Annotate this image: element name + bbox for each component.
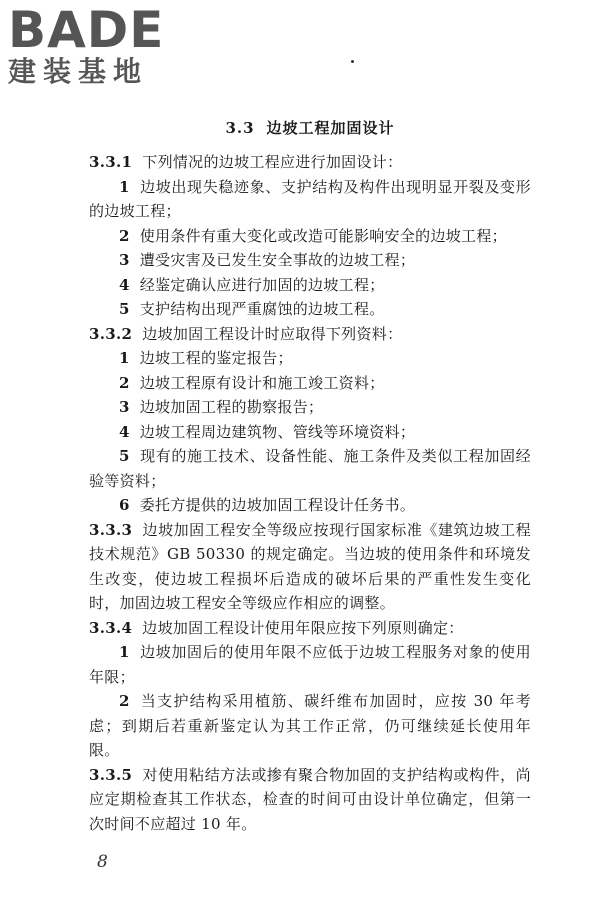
clause-item	[89, 346, 531, 371]
item-number: 1	[119, 349, 130, 367]
section-title-text: 边坡工程加固设计	[266, 119, 395, 137]
logo	[8, 1, 188, 88]
logo-subtitle: 建装基地	[8, 55, 149, 88]
item-text: 边坡出现失稳迹象、支护结构及构件出现明显开裂及变形的边坡工程；	[89, 177, 531, 220]
clause-item	[89, 248, 531, 273]
clause-text: 对使用粘结方法或掺有聚合物加固的支护结构或构件，尚应定期检查其工作状态，检查的时间可由设计单位确定，但第一次时间不应超过 10 年。	[89, 765, 531, 833]
item-number: 2	[119, 692, 130, 710]
item-number: 3	[119, 251, 130, 269]
item-text: 边坡工程周边建筑物、管线等环境资料；	[139, 422, 416, 441]
clause-item	[89, 175, 531, 224]
clause-text: 下列情况的边坡工程应进行加固设计：	[142, 153, 403, 171]
clause-number: 3.3.2	[89, 324, 133, 343]
item-text: 边坡工程的鉴定报告；	[139, 349, 293, 367]
clause-text: 边坡加固工程设计时应取得下列资料：	[142, 324, 403, 343]
clause-item	[89, 640, 531, 689]
section-title	[89, 118, 531, 138]
clause-number: 3.3.1	[89, 153, 133, 171]
clause	[89, 616, 531, 641]
item-number: 2	[119, 373, 130, 392]
clause	[89, 763, 531, 837]
item-text: 现有的施工技术、设备性能、施工条件及类似工程加固经验等资料；	[89, 447, 531, 490]
item-text: 边坡工程原有设计和施工竣工资料；	[139, 373, 385, 392]
item-number: 5	[119, 447, 130, 465]
item-text: 使用条件有重大变化或改造可能影响安全的边坡工程；	[139, 226, 507, 245]
item-text: 当支护结构采用植筋、碳纤维布加固时，应按 30 年考虑；到期后若重新鉴定认为其工作正常，仍可继续延长使用年限。	[89, 692, 531, 759]
item-number: 4	[119, 275, 130, 294]
clause-number: 3.3.4	[89, 618, 133, 637]
item-number: 5	[119, 300, 130, 318]
clause-item	[89, 273, 531, 298]
page-number: 8	[97, 852, 108, 872]
clause	[89, 518, 531, 616]
section-number: 3.3	[225, 119, 255, 137]
item-number: 4	[119, 422, 130, 441]
item-text: 经鉴定确认应进行加固的边坡工程；	[139, 275, 385, 294]
item-text: 委托方提供的边坡加固工程设计任务书。	[139, 496, 416, 514]
document-body	[89, 118, 531, 836]
clause	[89, 322, 531, 347]
item-text: 边坡加固后的使用年限不应低于边坡工程服务对象的使用年限；	[89, 643, 531, 686]
clause-item	[89, 395, 531, 420]
clause-item	[89, 224, 531, 249]
clause-item	[89, 689, 531, 763]
clause-item	[89, 297, 531, 322]
clause-item	[89, 420, 531, 445]
item-text: 遭受灾害及已发生安全事故的边坡工程；	[139, 251, 416, 269]
item-number: 1	[119, 177, 130, 196]
item-number: 2	[119, 226, 130, 245]
clause-item	[89, 444, 531, 493]
item-number: 3	[119, 398, 130, 416]
scan-speck	[351, 60, 354, 63]
clause	[89, 150, 531, 175]
clause-item	[89, 371, 531, 396]
clause-item	[89, 493, 531, 518]
item-text: 边坡加固工程的勘察报告；	[139, 398, 324, 416]
item-number: 6	[119, 496, 130, 514]
item-text: 支护结构出现严重腐蚀的边坡工程。	[139, 300, 385, 318]
clause-text: 边坡加固工程安全等级应按现行国家标准《建筑边坡工程技术规范》GB 50330 的规定确定。当边坡的使用条件和环境发生改变，使边坡工程损坏后造成的破坏后果的严重性发生变化时，加固边坡工程安全等级应作相应的调整。	[89, 520, 531, 612]
clause-number: 3.3.3	[89, 520, 133, 539]
logo-wordmark: BADE	[8, 1, 165, 59]
item-number: 1	[119, 643, 130, 661]
clause-number: 3.3.5	[89, 765, 133, 784]
clause-text: 边坡加固工程设计使用年限应按下列原则确定：	[142, 618, 464, 637]
